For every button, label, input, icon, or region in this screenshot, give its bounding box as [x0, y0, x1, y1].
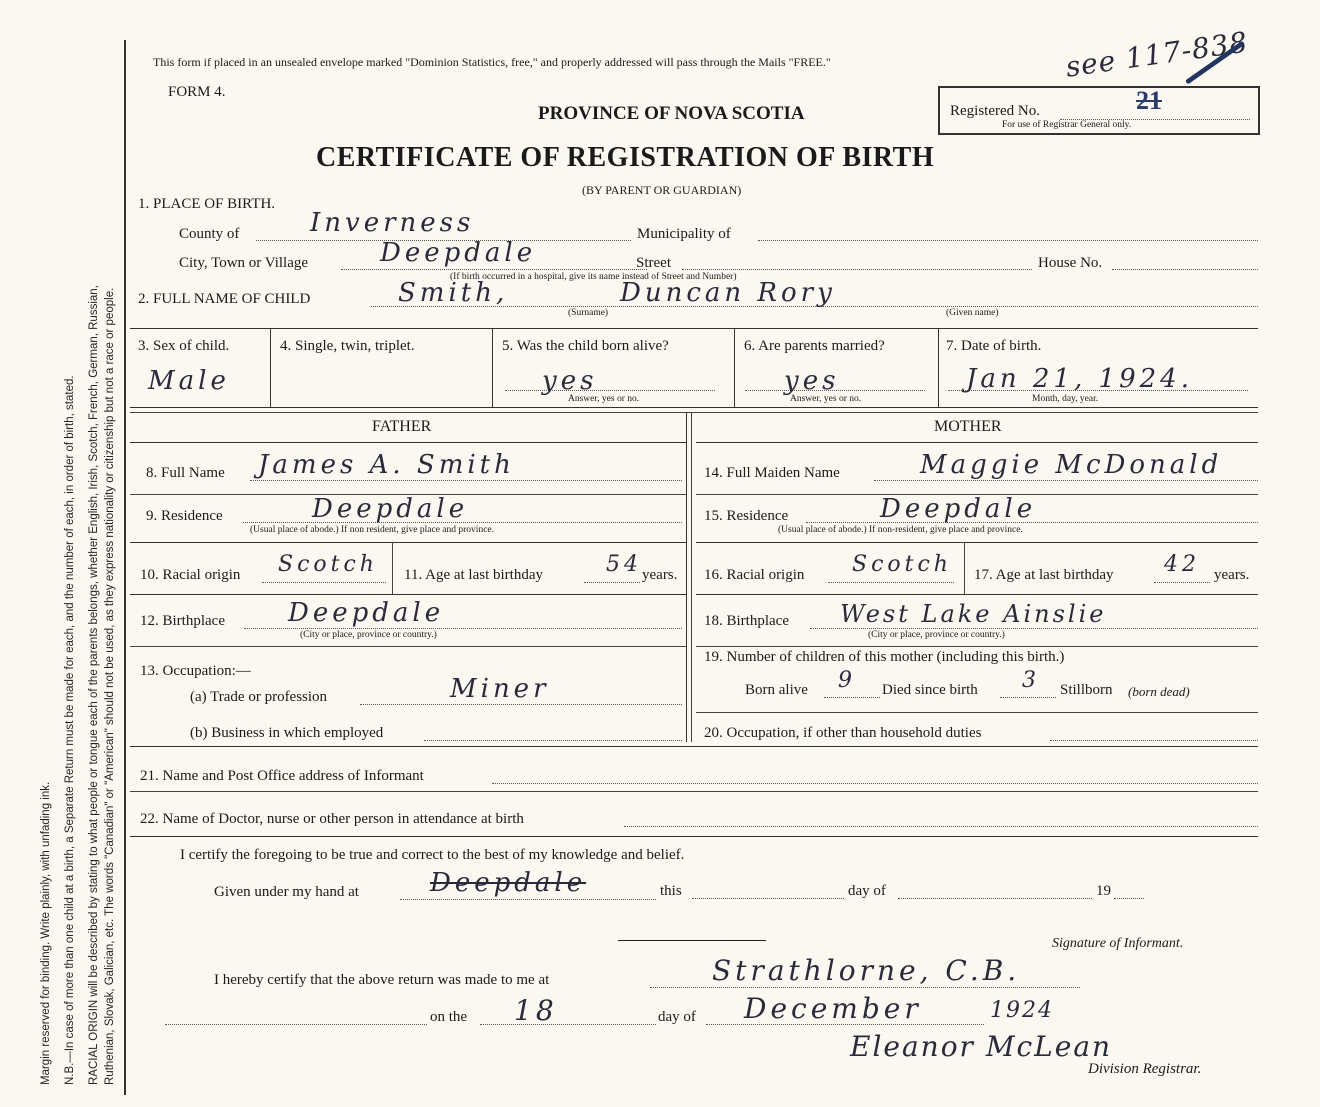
father-name-label: 8. Full Name — [146, 465, 225, 481]
registration-month-value: December — [744, 992, 922, 1025]
margin-line-2: N.B.—In case of more than one child at a birth, a Separate Return must be made for each, and the number of each, in order of birth, stated. — [64, 375, 76, 1085]
house-label: House No. — [1038, 255, 1103, 271]
stillborn-label: Stillborn — [1060, 682, 1113, 698]
street-label: Street — [636, 255, 671, 271]
mother-residence-value: Deepdale — [880, 494, 1037, 524]
father-birthplace-value: Deepdale — [288, 598, 445, 628]
born-alive-label: 5. Was the child born alive? — [502, 338, 669, 354]
margin-rule — [124, 40, 126, 1095]
father-age-unit: years. — [642, 567, 678, 583]
plurality-label: 4. Single, twin, triplet. — [280, 338, 415, 354]
mother-heading: MOTHER — [934, 418, 1002, 435]
registrar-statement: I hereby certify that the above return was made to me at — [214, 972, 550, 988]
child-surname: Smith, — [398, 278, 509, 308]
father-occupation-label: 13. Occupation:— — [140, 663, 251, 679]
mother-children-label: 19. Number of children of this mother (including this birth.) — [704, 649, 1065, 665]
surname-note: (Surname) — [568, 308, 609, 318]
sex-value: Male — [148, 366, 230, 396]
given-under-value: Deepdale — [430, 868, 587, 898]
child-name-label: 2. FULL NAME OF CHILD — [138, 291, 311, 307]
this-label: this — [660, 883, 682, 899]
father-residence-label: 9. Residence — [146, 508, 223, 524]
married-value: yes — [784, 366, 840, 396]
informant-signature-label: Signature of Informant. — [1052, 936, 1184, 951]
mother-residence-note: (Usual place of abode.) If non-resident, give place and province. — [778, 525, 1023, 535]
year-prefix: 19 — [1096, 883, 1111, 899]
mother-birthplace-note: (City or place, province or country.) — [868, 630, 1005, 640]
father-residence-value: Deepdale — [312, 494, 469, 524]
father-birthplace-note: (City or place, province or country.) — [300, 630, 437, 640]
mother-birthplace-label: 18. Birthplace — [704, 613, 789, 629]
father-residence-note: (Usual place of abode.) If non resident, give place and province. — [250, 525, 494, 535]
municipality-label: Municipality of — [637, 226, 731, 242]
father-trade-value: Miner — [450, 674, 550, 704]
mother-age-unit: years. — [1214, 567, 1250, 583]
born-alive-count-value: 9 — [838, 668, 856, 693]
city-value: Deepdale — [380, 238, 537, 268]
county-label: County of — [179, 226, 240, 242]
margin-line-4: Ruthenian, Slovak, Galician, etc. The words "Canadian" or "American" should not be used, as they express nationality or citizenship but not a race or people. — [104, 287, 116, 1085]
document-subtitle: (BY PARENT OR GUARDIAN) — [582, 183, 742, 197]
given-note: (Given name) — [946, 308, 999, 318]
mother-residence-label: 15. Residence — [704, 508, 789, 524]
married-note: Answer, yes or no. — [790, 394, 862, 404]
hospital-note: (If birth occurred in a hospital, give its name instead of Street and Number) — [450, 272, 737, 282]
mother-racial-value: Scotch — [852, 552, 952, 577]
city-label: City, Town or Village — [179, 255, 309, 271]
stillborn-note: (born dead) — [1128, 684, 1190, 699]
registered-note: For use of Registrar General only. — [1002, 120, 1132, 130]
registrar-signature: Eleanor McLean — [850, 1030, 1113, 1063]
reference-annotation: see 117-838 — [1063, 25, 1251, 84]
mother-age-label: 17. Age at last birthday — [974, 567, 1114, 583]
father-heading: FATHER — [372, 418, 432, 435]
dob-value: Jan 21, 1924. — [966, 364, 1193, 394]
county-value: Inverness — [310, 208, 475, 238]
mail-notice: This form if placed in an unsealed envelope marked "Dominion Statistics, free," and properly addressed will pass through the Mails "FREE." — [153, 55, 831, 69]
father-trade-label: (a) Trade or profession — [190, 689, 328, 705]
born-alive-value: yes — [542, 366, 598, 396]
married-label: 6. Are parents married? — [744, 338, 885, 354]
given-under-label: Given under my hand at — [214, 884, 359, 900]
father-birthplace-label: 12. Birthplace — [140, 613, 225, 629]
dob-note: Month, day, year. — [1032, 394, 1099, 404]
day-of-label: day of — [848, 883, 886, 899]
form-number: FORM 4. — [168, 84, 226, 100]
father-age-value: 54 — [606, 552, 642, 577]
registrar-title: Division Registrar. — [1088, 1061, 1202, 1077]
mother-age-value: 42 — [1164, 552, 1200, 577]
mother-occupation-label: 20. Occupation, if other than household duties — [704, 725, 982, 741]
father-racial-value: Scotch — [278, 552, 378, 577]
father-age-label: 11. Age at last birthday — [404, 567, 543, 583]
province-heading: PROVINCE OF NOVA SCOTIA — [538, 103, 805, 124]
document-title: CERTIFICATE OF REGISTRATION OF BIRTH — [316, 142, 935, 173]
born-alive-count-label: Born alive — [745, 682, 808, 698]
registration-day-value: 18 — [514, 994, 558, 1027]
margin-line-3: RACIAL ORIGIN will be described by stating to what people or tongue each of the parents belongs, whether English, Irish, Scotch, French, German, Russian, — [88, 285, 100, 1085]
margin-line-1: Margin reserved for binding. Write plainly, with unfading ink. — [40, 781, 52, 1085]
registration-dayof-label: day of — [658, 1009, 696, 1025]
registered-label: Registered No. — [950, 103, 1040, 119]
on-the-label: on the — [430, 1009, 468, 1025]
died-label: Died since birth — [882, 682, 978, 698]
dob-label: 7. Date of birth. — [946, 338, 1042, 354]
mother-birthplace-value: West Lake Ainslie — [840, 600, 1107, 628]
mother-name-label: 14. Full Maiden Name — [704, 465, 840, 481]
mother-name-value: Maggie McDonald — [920, 450, 1223, 480]
registration-year-value: 1924 — [990, 998, 1054, 1023]
place-section-label: 1. PLACE OF BIRTH. — [138, 196, 276, 212]
born-alive-note: Answer, yes or no. — [568, 394, 640, 404]
informant-label: 21. Name and Post Office address of Informant — [140, 768, 424, 784]
registered-number: 21 — [1136, 86, 1162, 115]
certify-statement: I certify the foregoing to be true and correct to the best of my knowledge and belief. — [180, 847, 685, 863]
registrar-place-value: Strathlorne, C.B. — [712, 954, 1021, 987]
sex-label: 3. Sex of child. — [138, 338, 230, 354]
father-racial-label: 10. Racial origin — [140, 567, 241, 583]
mother-racial-label: 16. Racial origin — [704, 567, 805, 583]
doctor-label: 22. Name of Doctor, nurse or other person in attendance at birth — [140, 811, 524, 827]
registered-box — [938, 86, 1260, 135]
child-given-name: Duncan Rory — [620, 278, 836, 308]
father-business-label: (b) Business in which employed — [190, 725, 384, 741]
father-name-value: James A. Smith — [258, 450, 515, 480]
died-value: 3 — [1022, 668, 1040, 693]
